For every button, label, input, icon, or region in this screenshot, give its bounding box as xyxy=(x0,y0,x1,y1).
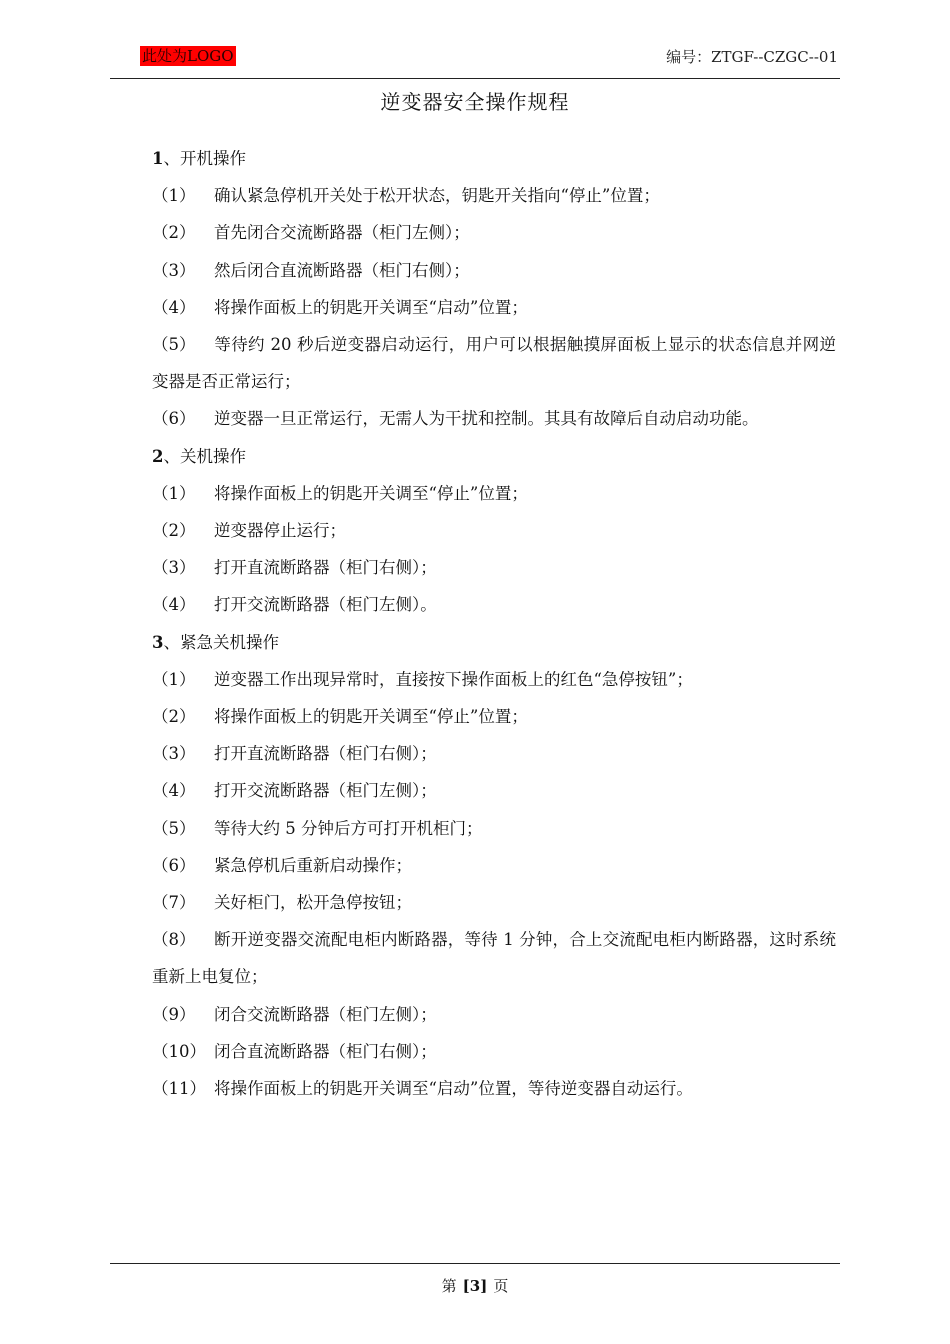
step-text: 关好柜门，松开急停按钮； xyxy=(214,893,412,913)
step-index: （6） xyxy=(152,855,196,875)
step-text: 等待大约 5 分钟后方可打开机柜门； xyxy=(214,818,483,838)
step-text: 闭合直流断路器（柜门右侧）； xyxy=(214,1041,437,1061)
step-index: （2） xyxy=(152,223,196,243)
step-index: （3） xyxy=(152,260,196,280)
section-heading-emergency-shutdown xyxy=(114,624,836,661)
page-number-suffix: 页 xyxy=(493,1277,509,1295)
step-index: （2） xyxy=(152,707,196,727)
step-text: 将操作面板上的钥匙开关调至“停止”位置； xyxy=(214,483,528,503)
step-text: 逆变器一旦正常运行，无需人为干扰和控制。其具有故障后自动启动功能。 xyxy=(214,409,759,429)
step-index: （3） xyxy=(152,558,196,578)
step-text: 等待约 20 秒后逆变器启动运行，用户可以根据触摸屏面板上显示的状态信息并网逆变器是否正常运行； xyxy=(152,335,836,392)
step-text: 将操作面板上的钥匙开关调至“启动”位置，等待逆变器自动运行。 xyxy=(214,1079,693,1099)
step-item xyxy=(114,996,836,1033)
step-text: 打开直流断路器（柜门右侧）； xyxy=(214,744,437,764)
step-item xyxy=(114,1070,836,1107)
step-index: （4） xyxy=(152,595,196,615)
step-index: （10） xyxy=(152,1041,206,1061)
step-index: （7） xyxy=(152,893,196,913)
step-index: （1） xyxy=(152,483,196,503)
step-item xyxy=(114,177,836,214)
step-index: （9） xyxy=(152,1004,196,1024)
step-item xyxy=(114,921,836,995)
step-item xyxy=(114,661,836,698)
step-text: 打开交流断路器（柜门左侧）； xyxy=(214,781,437,801)
step-item xyxy=(114,698,836,735)
document-code: 编号：ZTGF--CZGC--01 xyxy=(666,48,838,66)
step-text: 断开逆变器交流配电柜内断路器，等待 1 分钟，合上交流配电柜内断路器，这时系统重新上电复位； xyxy=(152,930,836,987)
step-text: 然后闭合直流断路器（柜门右侧）； xyxy=(214,260,470,280)
section-heading-startup xyxy=(114,140,836,177)
step-index: （4） xyxy=(152,781,196,801)
step-text: 闭合交流断路器（柜门左侧）； xyxy=(214,1004,437,1024)
step-index: （3） xyxy=(152,744,196,764)
step-item xyxy=(114,326,836,400)
logo-placeholder: 此处为LOGO xyxy=(142,47,234,65)
section-heading-shutdown xyxy=(114,438,836,475)
step-item xyxy=(114,772,836,809)
page-number-prefix: 第 xyxy=(441,1277,457,1295)
step-index: （2） xyxy=(152,521,196,541)
step-text: 逆变器工作出现异常时，直接按下操作面板上的红色“急停按钮”； xyxy=(214,669,693,689)
step-index: （5） xyxy=(152,335,196,355)
step-text: 首先闭合交流断路器（柜门左侧）； xyxy=(214,223,470,243)
section-number: 1 xyxy=(152,149,164,168)
step-item xyxy=(114,252,836,289)
step-index: （5） xyxy=(152,818,196,838)
document-title: 逆变器安全操作规程 xyxy=(380,90,570,114)
step-index: （8） xyxy=(152,930,196,950)
step-text: 将操作面板上的钥匙开关调至“停止”位置； xyxy=(214,707,528,727)
step-item xyxy=(114,884,836,921)
step-index: （4） xyxy=(152,297,196,317)
section-number: 3 xyxy=(152,632,164,652)
page-number-value: [3] xyxy=(462,1277,488,1295)
step-item xyxy=(114,847,836,884)
step-item xyxy=(114,400,836,437)
step-text: 紧急停机后重新启动操作； xyxy=(214,855,412,875)
step-index: （6） xyxy=(152,409,196,429)
page-header xyxy=(110,44,840,79)
step-text: 打开直流断路器（柜门右侧）； xyxy=(214,558,437,578)
section-title: 、关机操作 xyxy=(163,446,246,466)
section-title: 、紧急关机操作 xyxy=(163,632,279,652)
step-item xyxy=(114,512,836,549)
step-text: 打开交流断路器（柜门左侧）。 xyxy=(214,595,437,615)
step-index: （11） xyxy=(152,1079,206,1099)
step-item xyxy=(114,289,836,326)
page-number xyxy=(0,1276,950,1296)
section-number: 2 xyxy=(152,446,164,466)
step-item xyxy=(114,214,836,251)
step-item xyxy=(114,586,836,623)
step-item xyxy=(114,475,836,512)
step-item xyxy=(114,1033,836,1070)
step-index: （1） xyxy=(152,186,196,206)
step-item xyxy=(114,735,836,772)
step-index: （1） xyxy=(152,669,196,689)
section-title: 、开机操作 xyxy=(163,149,246,168)
step-text: 确认紧急停机开关处于松开状态，钥匙开关指向“停止”位置； xyxy=(214,186,660,206)
document-body xyxy=(114,140,836,1107)
step-item xyxy=(114,549,836,586)
step-text: 将操作面板上的钥匙开关调至“启动”位置； xyxy=(214,297,528,317)
step-text: 逆变器停止运行； xyxy=(214,521,346,541)
step-item xyxy=(114,810,836,847)
footer-divider xyxy=(110,1263,840,1264)
